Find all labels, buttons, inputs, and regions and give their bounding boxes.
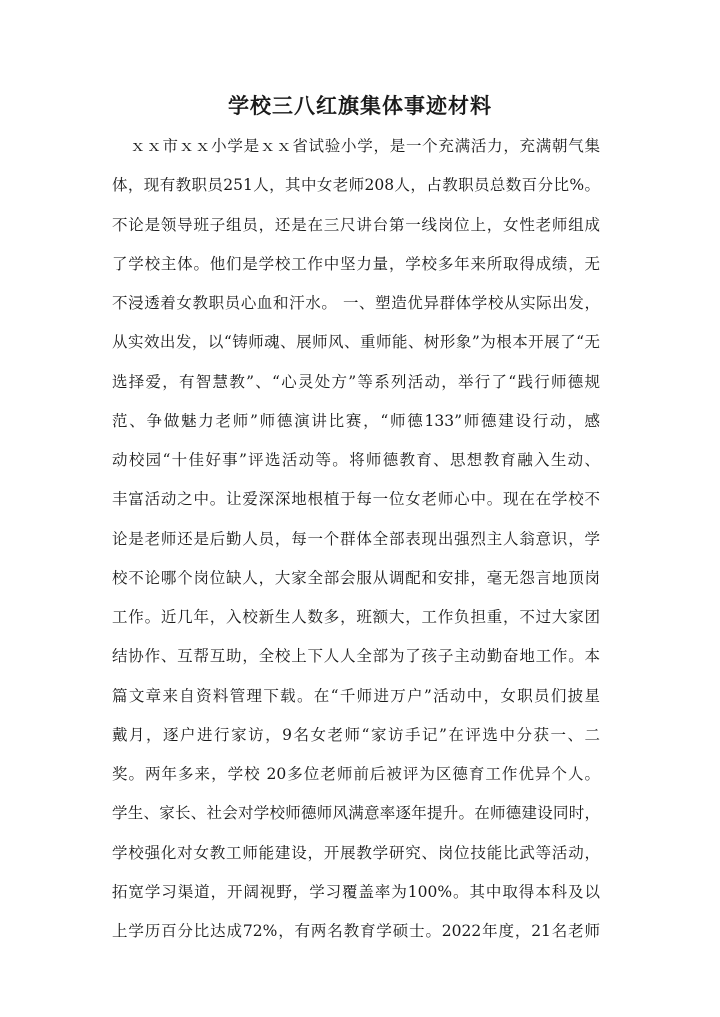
paragraph-line-11: 论是老师还是后勤人员，每一个群体全部表现出强烈主人翁意识，学 xyxy=(112,530,600,548)
paragraph-line-19: 学校强化对女教工师能建设，开展教学研究、岗位技能比武等活动， xyxy=(112,844,600,862)
document-title: 学校三八红旗集体事迹材料 xyxy=(228,93,492,118)
paragraph-line-16: 戴月，逐户进行家访，9名女老师“家访手记”在评选中分获一、二 xyxy=(112,726,600,744)
paragraph-line-20: 拓宽学习渠道，开阔视野，学习覆盖率为100%。其中取得本科及以 xyxy=(112,883,600,901)
paragraph-line-10: 丰富活动之中。让爱深深地根植于每一位女老师心中。现在在学校不 xyxy=(112,490,600,508)
paragraph-line-7: 选择爱，有智慧教”、“心灵处方”等系列活动，举行了“践行师德规 xyxy=(112,373,600,391)
paragraph-line-12: 校不论哪个岗位缺人，大家全部会服从调配和安排，毫无怨言地顶岗 xyxy=(112,569,600,587)
paragraph-line-15: 篇文章来自资料管理下载。在“千师进万户”活动中，女职员们披星 xyxy=(112,687,600,705)
paragraph-line-4: 了学校主体。他们是学校工作中坚力量，学校多年来所取得成绩，无 xyxy=(112,255,600,273)
paragraph-line-17: 奖。两年多来，学校 20多位老师前后被评为区德育工作优异个人。 xyxy=(112,765,600,783)
paragraph-line-5: 不浸透着女教职员心血和汗水。 一、塑造优异群体学校从实际出发， xyxy=(112,294,600,312)
paragraph-line-1: ｘｘ市ｘｘ小学是ｘｘ省试验小学，是一个充满活力，充满朝气集 xyxy=(130,137,600,155)
paragraph-line-21: 上学历百分比达成72%，有两名教育学硕士。2022年度，21名老师 xyxy=(112,922,600,940)
paragraph-line-9: 动校园“十佳好事”评选活动等。将师德教育、思想教育融入生动、 xyxy=(112,451,600,469)
paragraph-line-18: 学生、家长、社会对学校师德师风满意率逐年提升。在师德建设同时， xyxy=(112,804,600,822)
paragraph-line-14: 结协作、互帮互助，全校上下人人全部为了孩子主动勤奋地工作。本 xyxy=(112,647,600,665)
paragraph-line-13: 工作。近几年，入校新生人数多，班额大，工作负担重，不过大家团 xyxy=(112,608,600,626)
paragraph-line-6: 从实效出发，以“铸师魂、展师风、重师能、树形象”为根本开展了“无 xyxy=(112,333,600,351)
paragraph-line-2: 体，现有教职员251人，其中女老师208人，占教职员总数百分比%。 xyxy=(112,176,600,194)
paragraph-line-3: 不论是领导班子组员，还是在三尺讲台第一线岗位上，女性老师组成 xyxy=(112,216,600,234)
paragraph-line-8: 范、争做魅力老师”师德演讲比赛，“师德133”师德建设行动，感 xyxy=(112,412,600,430)
